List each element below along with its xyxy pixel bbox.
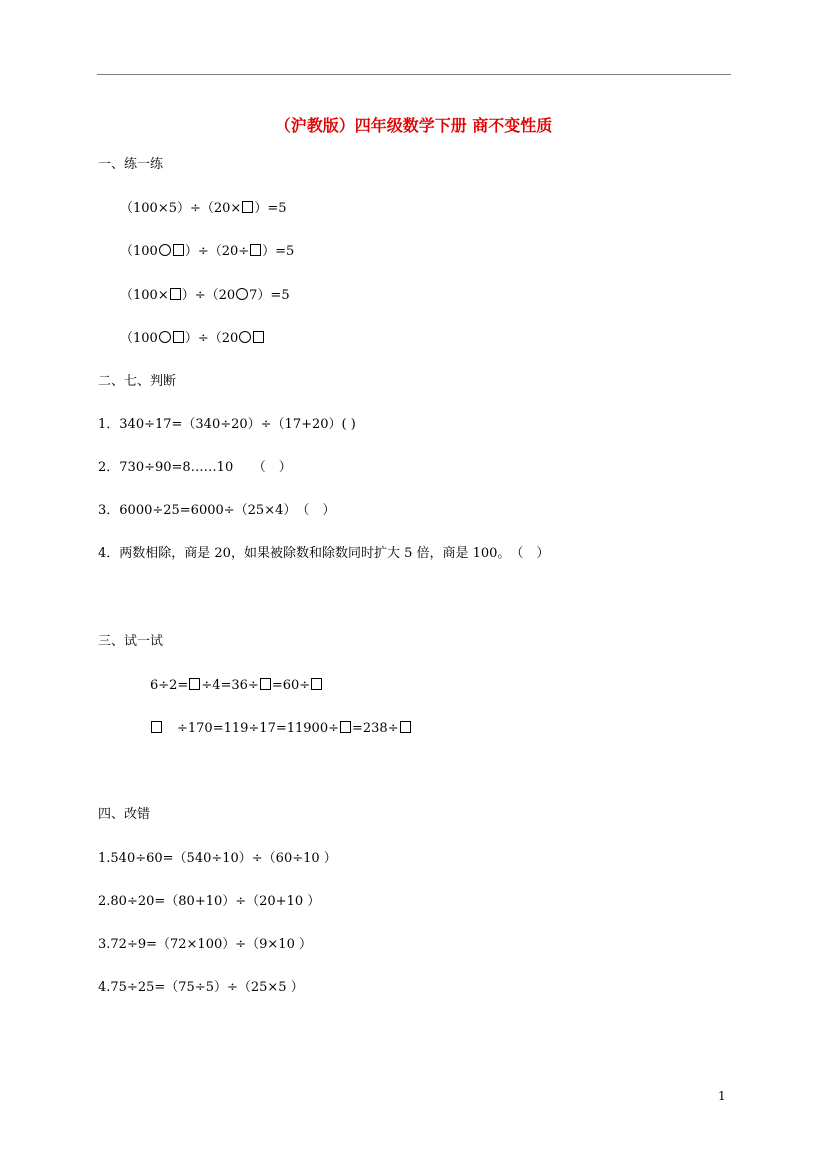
- blank-box: [242, 201, 253, 213]
- try-row-1: [150, 678, 323, 694]
- row-text: ）÷（20÷: [184, 244, 250, 259]
- page-number: 1: [718, 1089, 726, 1103]
- correct-item-4: 4.75÷25=（75÷5）÷（25×5 ）: [98, 980, 304, 995]
- row-text: =60÷: [271, 678, 311, 693]
- row-text: ）÷（20: [181, 288, 236, 303]
- correct-item-1: 1.540÷60=（540÷10）÷（60÷10 ）: [98, 851, 337, 866]
- section-1-heading: 一、练一练: [98, 157, 164, 172]
- blank-box: [170, 288, 181, 300]
- judge-item-4: 4．两数相除，商是 20，如果被除数和除数同时扩大 5 倍，商是 100。 （ ）: [98, 546, 550, 561]
- blank-circle: [159, 331, 171, 343]
- judge-item-3: 3．6000÷25=6000÷（25×4） （ ）: [98, 503, 336, 518]
- exercise-row-3: [120, 288, 290, 304]
- row-text: ÷4=36÷: [201, 678, 259, 693]
- blank-box: [173, 244, 184, 256]
- blank-box: [173, 331, 184, 343]
- row-text: （100×: [120, 288, 169, 303]
- blank-circle: [236, 288, 248, 300]
- blank-box: [260, 678, 271, 690]
- blank-box: [189, 678, 200, 690]
- judge-item-2: 2．730÷90=8……10 （ ）: [98, 460, 292, 475]
- row-text: 6÷2=: [150, 678, 189, 693]
- row-text: ）=5: [262, 244, 295, 259]
- blank-box: [250, 244, 261, 256]
- exercise-row-1: [120, 201, 286, 217]
- correct-item-2: 2.80÷20=（80+10）÷（20+10 ）: [98, 894, 321, 909]
- section-3-heading: 三、试一试: [98, 634, 164, 649]
- section-2-heading: 二、七、判断: [98, 374, 177, 389]
- row-text: =238÷: [352, 721, 399, 736]
- row-text: ）÷（20: [184, 331, 239, 346]
- blank-box: [253, 331, 264, 343]
- blank-circle: [159, 244, 171, 256]
- blank-box: [400, 721, 411, 733]
- blank-box: [340, 721, 351, 733]
- exercise-row-4: [120, 331, 265, 347]
- row-text: （100: [120, 331, 158, 346]
- section-4-heading: 四、改错: [98, 807, 151, 822]
- correct-item-3: 3.72÷9=（72×100）÷（9×10 ）: [98, 937, 312, 952]
- page-title: （沪教版）四年级数学下册 商不变性质: [274, 116, 553, 135]
- row-text: ÷170=119÷17=11900÷: [177, 721, 339, 736]
- blank-circle: [239, 331, 251, 343]
- exercise-row-2: [120, 244, 294, 260]
- header-rule: [97, 74, 731, 75]
- row-text: （100×5）÷（20×: [120, 201, 242, 216]
- row-text: （100: [120, 244, 158, 259]
- try-row-2: [150, 721, 412, 737]
- blank-box: [151, 721, 162, 733]
- blank-box: [311, 678, 322, 690]
- judge-item-1: 1．340÷17=（340÷20）÷（17+20）( ): [98, 417, 356, 432]
- row-text: ）=5: [254, 201, 287, 216]
- row-text: 7）=5: [249, 288, 290, 303]
